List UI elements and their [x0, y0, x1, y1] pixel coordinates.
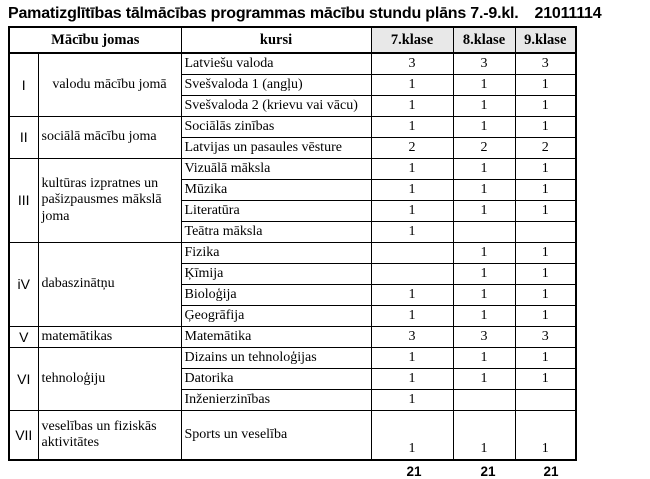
totals-row: [372, 464, 650, 479]
header-klase-7: 7.klase: [371, 27, 453, 53]
hours-value-cell: 1: [515, 306, 576, 327]
hours-value-cell: 1: [515, 369, 576, 390]
section-numeral-cell: iV: [9, 243, 38, 327]
hours-value-cell: 1: [453, 243, 515, 264]
hours-value-cell: 1: [515, 348, 576, 369]
hours-value-cell: 1: [453, 117, 515, 138]
hours-value-cell: 1: [371, 222, 453, 243]
course-name-cell: Matemātika: [181, 327, 371, 348]
table-row: [9, 53, 576, 75]
study-plan-table: [8, 26, 577, 461]
hours-value-cell: 1: [453, 369, 515, 390]
course-name-cell: Latvijas un pasaules vēsture: [181, 138, 371, 159]
table-row: [9, 327, 576, 348]
table-row: [9, 348, 576, 369]
hours-value-cell: 1: [515, 201, 576, 222]
hours-value-cell: 3: [371, 53, 453, 75]
page-title: [8, 5, 650, 23]
hours-value-cell: 1: [453, 96, 515, 117]
section-joma-cell: tehnoloģiju: [38, 348, 181, 411]
section-numeral-cell: I: [9, 53, 38, 117]
hours-value-cell: 1: [371, 348, 453, 369]
hours-value-cell: 1: [515, 159, 576, 180]
section-numeral-cell: III: [9, 159, 38, 243]
hours-value-cell: 1: [453, 285, 515, 306]
header-klase-9: 9.klase: [515, 27, 576, 53]
hours-value-cell: 1: [371, 369, 453, 390]
hours-value-cell: 1: [453, 180, 515, 201]
hours-value-cell: 3: [515, 327, 576, 348]
hours-value-cell: 2: [515, 138, 576, 159]
hours-value-cell: 1: [371, 117, 453, 138]
table-row: [9, 411, 576, 461]
section-joma-cell: veselības un fiziskās aktivitātes: [38, 411, 181, 461]
course-name-cell: Sociālās zinības: [181, 117, 371, 138]
hours-value-cell: 1: [453, 159, 515, 180]
section-joma-cell: kultūras izpratnes un pašizpausmes mākslā joma: [38, 159, 181, 243]
document-title: Pamatizglītības tālmācības programmas mācību stundu plāns 7.-9.kl.: [8, 5, 519, 22]
hours-value-cell: 1: [453, 201, 515, 222]
total-klase-8: 21: [480, 464, 496, 479]
hours-value-cell: 1: [515, 243, 576, 264]
course-name-cell: Dizains un tehnoloģijas: [181, 348, 371, 369]
hours-value-cell: 1: [515, 264, 576, 285]
total-klase-9: 21: [543, 464, 559, 479]
hours-value-cell: 1: [453, 75, 515, 96]
section-joma-cell: valodu mācību jomā: [38, 53, 181, 117]
header-jomas: Mācību jomas: [9, 27, 181, 53]
hours-value-cell: 1: [453, 411, 515, 461]
table-row: [9, 159, 576, 180]
hours-value-cell: [515, 222, 576, 243]
header-kursi: kursi: [181, 27, 371, 53]
header-klase-8: 8.klase: [453, 27, 515, 53]
hours-value-cell: 1: [371, 159, 453, 180]
table-row: [9, 117, 576, 138]
hours-value-cell: 1: [371, 201, 453, 222]
course-name-cell: Latviešu valoda: [181, 53, 371, 75]
section-joma-cell: dabaszinātņu: [38, 243, 181, 327]
hours-value-cell: [453, 222, 515, 243]
course-name-cell: Bioloģija: [181, 285, 371, 306]
course-name-cell: Inženierzinības: [181, 390, 371, 411]
hours-value-cell: 1: [515, 180, 576, 201]
table-row: [9, 243, 576, 264]
hours-value-cell: 1: [515, 285, 576, 306]
course-name-cell: Svešvaloda 2 (krievu vai vācu): [181, 96, 371, 117]
table-header-row: [9, 27, 576, 53]
hours-value-cell: [453, 390, 515, 411]
course-name-cell: Fizika: [181, 243, 371, 264]
hours-value-cell: 2: [371, 138, 453, 159]
hours-value-cell: 1: [371, 390, 453, 411]
section-joma-cell: matemātikas: [38, 327, 181, 348]
course-name-cell: Datorika: [181, 369, 371, 390]
section-numeral-cell: VI: [9, 348, 38, 411]
hours-value-cell: 3: [453, 327, 515, 348]
hours-value-cell: 2: [453, 138, 515, 159]
hours-value-cell: 3: [515, 53, 576, 75]
hours-value-cell: 1: [515, 96, 576, 117]
hours-value-cell: 1: [453, 348, 515, 369]
hours-value-cell: 3: [371, 327, 453, 348]
hours-value-cell: 1: [371, 75, 453, 96]
course-name-cell: Mūzika: [181, 180, 371, 201]
program-code: 21011114: [534, 5, 602, 22]
section-numeral-cell: VII: [9, 411, 38, 461]
hours-value-cell: [371, 243, 453, 264]
course-name-cell: Sports un veselība: [181, 411, 371, 461]
hours-value-cell: 1: [371, 411, 453, 461]
hours-value-cell: 1: [371, 306, 453, 327]
hours-value-cell: 1: [515, 411, 576, 461]
hours-value-cell: 1: [371, 180, 453, 201]
hours-value-cell: 1: [453, 264, 515, 285]
hours-value-cell: 1: [453, 306, 515, 327]
course-name-cell: Ķīmija: [181, 264, 371, 285]
hours-value-cell: [371, 264, 453, 285]
hours-value-cell: 1: [371, 96, 453, 117]
course-name-cell: Vizuālā māksla: [181, 159, 371, 180]
hours-value-cell: 1: [515, 117, 576, 138]
hours-value-cell: 1: [515, 75, 576, 96]
hours-value-cell: [515, 390, 576, 411]
section-numeral-cell: II: [9, 117, 38, 159]
course-name-cell: Svešvaloda 1 (angļu): [181, 75, 371, 96]
section-numeral-cell: V: [9, 327, 38, 348]
total-klase-7: 21: [406, 464, 422, 479]
course-name-cell: Literatūra: [181, 201, 371, 222]
course-name-cell: Teātra māksla: [181, 222, 371, 243]
course-name-cell: Ģeogrāfija: [181, 306, 371, 327]
hours-value-cell: 1: [371, 285, 453, 306]
plan-table-body: [9, 53, 576, 460]
hours-value-cell: 3: [453, 53, 515, 75]
section-joma-cell: sociālā mācību joma: [38, 117, 181, 159]
